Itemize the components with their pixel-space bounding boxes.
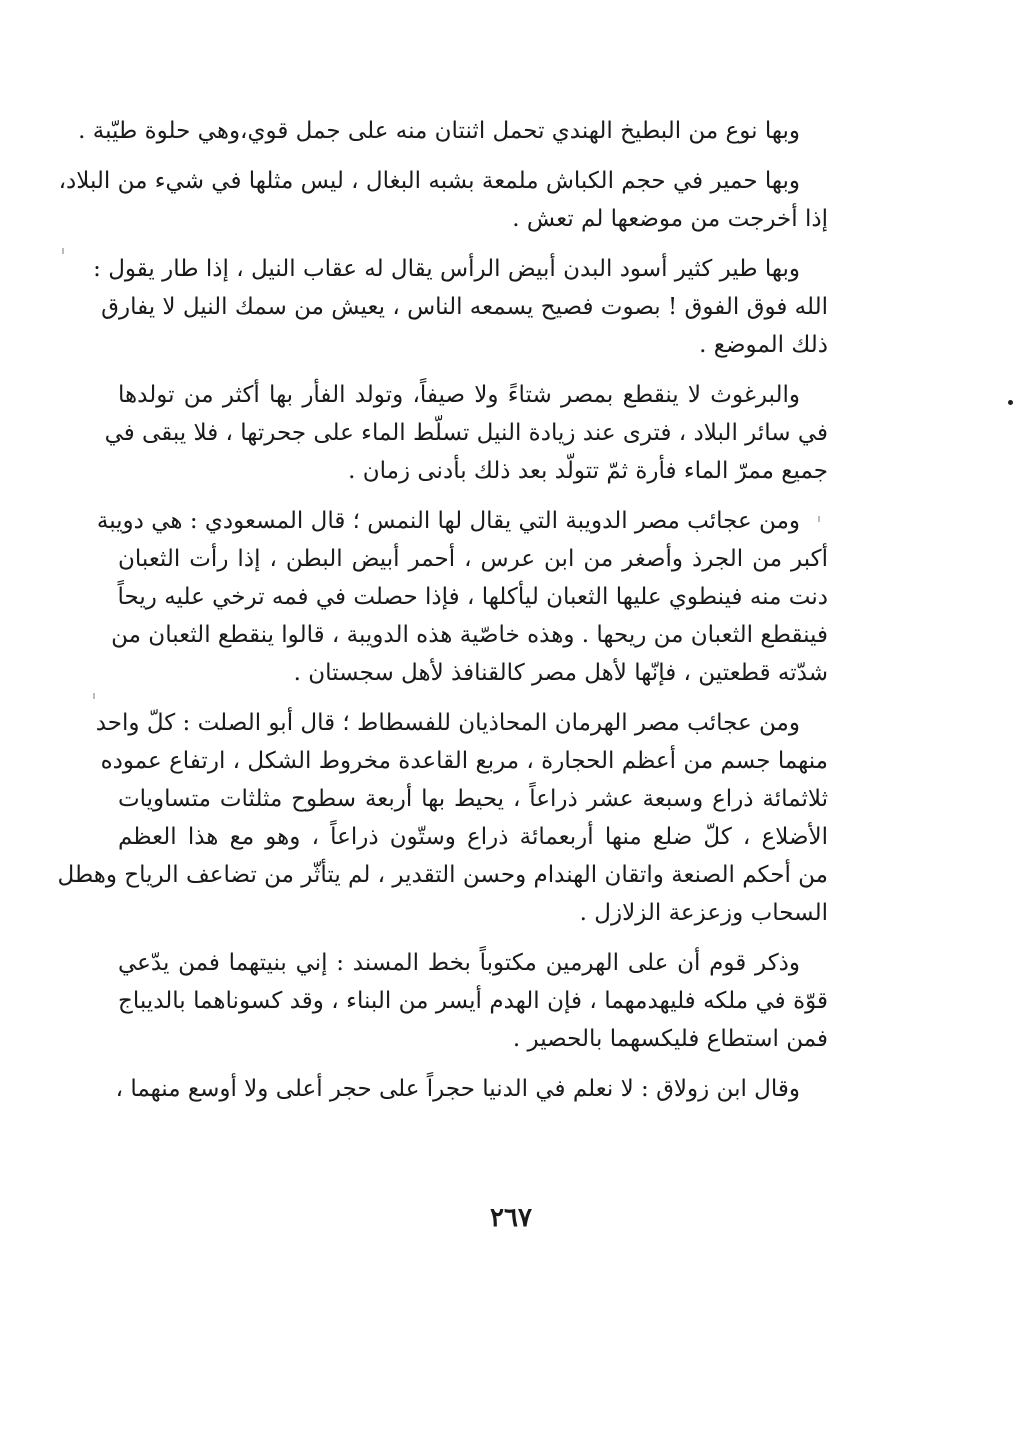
text-line: في سائر البلاد ، فترى عند زيادة النيل تسلّط الماء على جحرتها ، فلا يبقى في: [104, 420, 828, 446]
text-line: والبرغوث لا ينقطع بمصر شتاءً ولا صيفاً، وتولد الفأر بها أكثر من تولدها: [118, 382, 800, 408]
text-line: فينقطع الثعبان من ريحها . وهذه خاصّية هذه الدويبة ، قالوا ينقطع الثعبان من: [111, 622, 828, 648]
paragraph: [118, 944, 828, 1058]
paragraph: [96, 502, 828, 692]
text-line: منهما جسم من أعظم الحجارة ، مربع القاعدة مخروط الشكل ، ارتفاع عموده: [100, 748, 828, 774]
text-line: من أحكم الصنعة واتقان الهندام وحسن التقدير ، لم يتأثّر من تضاعف الرياح وهطل: [57, 862, 828, 888]
paragraph: [104, 376, 828, 490]
text-line: وذكر قوم أن على الهرمين مكتوباً بخط المسند : إني بنيتهما فمن يدّعي: [118, 950, 800, 976]
paragraph: [57, 704, 828, 932]
paragraph: [115, 1070, 828, 1108]
text-line: ثلاثمائة ذراع وسبعة عشر ذراعاً ، يحيط بها أربعة سطوح مثلثات متساويات: [118, 786, 828, 812]
text-line: ذلك الموضع .: [699, 332, 828, 358]
text-line: الأضلاع ، كلّ ضلع منها أربعمائة ذراع وستّون ذراعاً ، وهو مع هذا العظم: [118, 824, 828, 850]
text-line: ومن عجائب مصر الدويبة التي يقال لها النمس ؛ قال المسعودي : هي دويبة: [96, 508, 800, 534]
text-line: أكبر من الجرذ وأصغر من ابن عرس ، أحمر أبيض البطن ، إذا رأت الثعبان: [118, 546, 828, 572]
paragraph: [93, 250, 828, 364]
text-line: إذا أخرجت من موضعها لم تعش .: [512, 206, 828, 232]
text-line: وقال ابن زولاق : لا نعلم في الدنيا حجراً على حجر أعلى ولا أوسع منهما ،: [115, 1076, 800, 1102]
page-number: ٢٦٧: [490, 1203, 532, 1233]
scan-speck: [818, 516, 820, 522]
text-line: وبها حمير في حجم الكباش ملمعة بشبه البغال ، ليس مثلها في شيء من البلاد،: [58, 168, 800, 194]
text-line: قوّة في ملكه فليهدمهما ، فإن الهدم أيسر من البناء ، وقد كسوناهما بالديباج: [118, 988, 828, 1014]
text-line: ومن عجائب مصر الهرمان المحاذيان للفسطاط ؛ قال أبو الصلت : كلّ واحد: [95, 710, 800, 736]
text-line: الله فوق الفوق ! بصوت فصيح يسمعه الناس ، يعيش من سمك النيل لا يفارق: [101, 294, 828, 320]
text-line: وبها نوع من البطيخ الهندي تحمل اثنتان منه على جمل قوي،وهي حلوة طيّبة .: [78, 118, 800, 144]
text-line: شدّته قطعتين ، فإنّها لأهل مصر كالقنافذ لأهل سجستان .: [293, 660, 828, 686]
text-line: جميع ممرّ الماء فأرة ثمّ تتولّد بعد ذلك بأدنى زمان .: [348, 458, 828, 484]
text-line: السحاب وزعزعة الزلازل .: [579, 900, 828, 926]
margin-dot: [1008, 400, 1013, 405]
scan-speck: [93, 693, 95, 699]
paragraph: [58, 162, 828, 238]
page-body-text: [57, 112, 828, 1120]
text-line: دنت منه فينطوي عليها الثعبان ليأكلها ، فإذا حصلت في فمه ترخي عليه ريحاً: [117, 584, 828, 610]
text-line: فمن استطاع فليكسهما بالحصير .: [512, 1026, 828, 1052]
paragraph: [78, 112, 828, 150]
scan-speck: [62, 248, 64, 254]
text-line: وبها طير كثير أسود البدن أبيض الرأس يقال له عقاب النيل ، إذا طار يقول :: [93, 256, 800, 282]
